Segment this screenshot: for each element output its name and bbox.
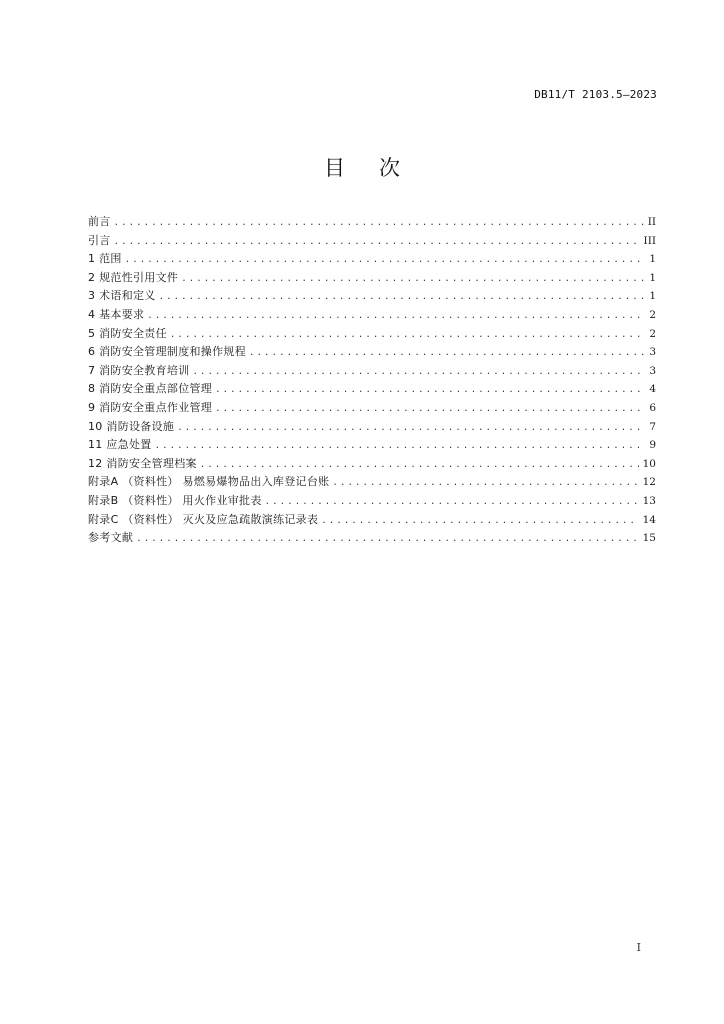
- toc-leader-dots: [200, 456, 639, 475]
- toc-leader-dots: [249, 344, 645, 363]
- toc-entry-page: 3: [649, 346, 656, 359]
- toc-entry-page: 10: [642, 457, 656, 470]
- toc-entry-page: 3: [649, 364, 656, 377]
- toc-entry-page: 9: [649, 439, 656, 452]
- toc-leader-dots: [321, 512, 638, 531]
- toc-entry-management-archives[interactable]: [88, 455, 656, 474]
- toc-entry-appendix-c[interactable]: [88, 511, 656, 530]
- toc-entry-label: 3 术语和定义: [88, 289, 156, 303]
- toc-entry-basic-requirements[interactable]: [88, 306, 656, 325]
- toc-entry-page: 15: [642, 532, 656, 545]
- toc-entry-scope[interactable]: [88, 250, 656, 269]
- toc-leader-dots: [215, 381, 645, 400]
- toc-leader-dots: [114, 214, 644, 233]
- toc-entry-page: 12: [642, 476, 656, 489]
- toc-entry-page: 13: [642, 494, 656, 507]
- toc-leader-dots: [159, 288, 646, 307]
- toc-entry-label: 附录B （资料性） 用火作业审批表: [88, 493, 262, 507]
- toc-entry-appendix-a[interactable]: [88, 473, 656, 492]
- toc-entry-label: 参考文献: [88, 531, 134, 545]
- toc-entry-fire-equipment[interactable]: [88, 418, 656, 437]
- toc-entry-page: 2: [649, 327, 656, 340]
- toc-entry-page: 2: [649, 308, 656, 321]
- toc-entry-page: 14: [642, 513, 656, 526]
- page-number: I: [636, 941, 641, 954]
- toc-leader-dots: [215, 400, 645, 419]
- toc-entry-bibliography[interactable]: [88, 529, 656, 548]
- toc-entry-label: 9 消防安全重点作业管理: [88, 400, 213, 414]
- toc-entry-education-training[interactable]: [88, 362, 656, 381]
- document-code: DB11/T 2103.5—2023: [534, 88, 657, 101]
- toc-entry-appendix-b[interactable]: [88, 492, 656, 511]
- toc-title: [0, 152, 724, 182]
- toc-entry-normative-references[interactable]: [88, 269, 656, 288]
- toc-entry-label: 附录C （资料性） 灭火及应急疏散演练记录表: [88, 512, 319, 526]
- toc-entry-page: 4: [649, 383, 656, 396]
- toc-entry-label: 7 消防安全教育培训: [88, 363, 190, 377]
- toc-title-char-1: 目: [324, 156, 345, 180]
- toc-entry-terms-definitions[interactable]: [88, 287, 656, 306]
- toc-entry-page: II: [647, 216, 656, 228]
- toc-entry-label: 1 范围: [88, 252, 122, 266]
- toc-entry-page: 6: [649, 401, 656, 414]
- toc-entry-label: 前言: [88, 215, 111, 228]
- toc-entry-page: III: [643, 234, 656, 247]
- toc-entry-label: 附录A （资料性） 易燃易爆物品出入库登记台账: [88, 475, 330, 489]
- toc-entry-label: 10 消防设备设施: [88, 419, 175, 433]
- toc-leader-dots: [155, 437, 646, 456]
- toc-entry-page: 1: [649, 271, 656, 284]
- toc-entry-key-operations[interactable]: [88, 399, 656, 418]
- toc-leader-dots: [125, 251, 646, 270]
- toc-entry-introduction[interactable]: [88, 232, 656, 251]
- toc-entry-page: 1: [649, 290, 656, 303]
- toc-leader-dots: [114, 233, 640, 252]
- toc-entry-page: 1: [649, 253, 656, 266]
- table-of-contents: [88, 213, 656, 548]
- toc-entry-fire-safety-responsibility[interactable]: [88, 325, 656, 344]
- toc-entry-emergency-response[interactable]: [88, 436, 656, 455]
- toc-entry-label: 2 规范性引用文件: [88, 270, 179, 284]
- toc-leader-dots: [193, 363, 646, 382]
- toc-leader-dots: [136, 530, 638, 549]
- toc-leader-dots: [170, 326, 645, 345]
- toc-entry-label: 12 消防安全管理档案: [88, 456, 197, 470]
- toc-entry-management-procedures[interactable]: [88, 343, 656, 362]
- toc-leader-dots: [181, 270, 645, 289]
- toc-leader-dots: [177, 419, 645, 438]
- toc-title-char-2: 次: [379, 156, 400, 180]
- toc-leader-dots: [147, 307, 645, 326]
- toc-entry-label: 6 消防安全管理制度和操作规程: [88, 345, 246, 359]
- toc-leader-dots: [265, 493, 639, 512]
- toc-entry-label: 8 消防安全重点部位管理: [88, 382, 213, 396]
- toc-entry-key-areas[interactable]: [88, 380, 656, 399]
- toc-entry-label: 11 应急处置: [88, 438, 152, 452]
- toc-leader-dots: [332, 474, 638, 493]
- toc-entry-label: 4 基本要求: [88, 307, 145, 321]
- toc-entry-label: 引言: [88, 233, 111, 247]
- toc-entry-page: 7: [649, 420, 656, 433]
- toc-entry-label: 5 消防安全责任: [88, 326, 167, 340]
- toc-entry-foreword[interactable]: [88, 213, 656, 232]
